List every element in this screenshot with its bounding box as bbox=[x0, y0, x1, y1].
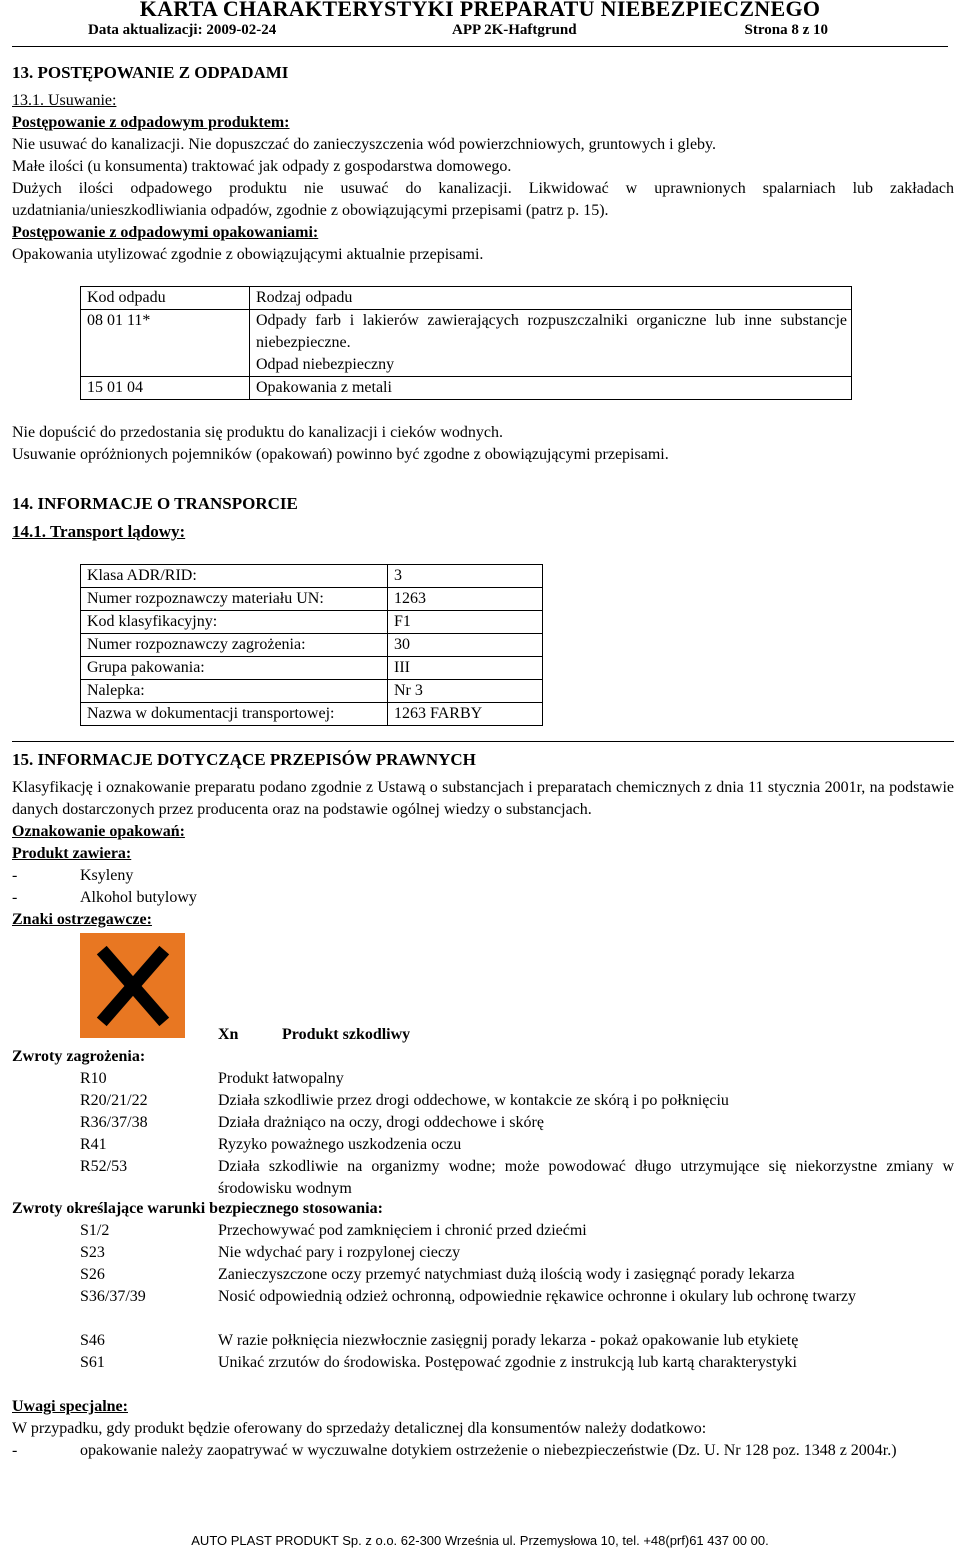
transport-table bbox=[80, 564, 543, 726]
transport-value: 30 bbox=[388, 634, 543, 657]
phrase-text: Zanieczyszczone oczy przemyć natychmiast dużą ilością wody i zasięgnąć porady lekarza bbox=[218, 1266, 795, 1283]
phrase-text: Działa drażniąco na oczy, drogi oddechowe i skórę bbox=[218, 1114, 544, 1131]
list-dash: - bbox=[12, 889, 18, 906]
waste-line-1: Nie usuwać do kanalizacji. Nie dopuszczać do zanieczyszczenia wód powierzchniowych, gruntowych i gleby. bbox=[12, 136, 717, 153]
transport-value: 1263 FARBY bbox=[388, 703, 543, 726]
phrase-code: S46 bbox=[80, 1332, 105, 1349]
phrase-code: R41 bbox=[80, 1136, 107, 1153]
section-13-title: 13. POSTĘPOWANIE Z ODPADAMI bbox=[12, 63, 289, 82]
section-divider bbox=[12, 741, 954, 742]
table-row bbox=[81, 657, 543, 680]
phrase-text: Działa szkodliwie na organizmy wodne; może powodować długo utrzymujące się niekorzystne zmiany w środowisku wodnym bbox=[218, 1158, 954, 1197]
waste-code-table bbox=[80, 286, 852, 400]
phrase-code: R10 bbox=[80, 1070, 107, 1087]
packaging-line: Opakowania utylizować zgodnie z obowiązującymi aktualnie przepisami. bbox=[12, 246, 484, 263]
waste-line-2: Małe ilości (u konsumenta) traktować jak odpady z gospodarstwa domowego. bbox=[12, 158, 512, 175]
table-row bbox=[81, 310, 852, 377]
phrase-text: Nie wdychać pary i rozpylonej cieczy bbox=[218, 1244, 461, 1261]
transport-key: Grupa pakowania: bbox=[81, 657, 388, 680]
waste-type: Opakowania z metali bbox=[250, 377, 852, 400]
waste-line-3: Dużych ilości odpadowego produktu nie usuwać do kanalizacji. Likwidować w uprawnionych spalarniach lub zakładach uzdatniania/unieszkodliwiania odpadów, zgodnie z obowiązującymi przepisami (patrz p. 15). bbox=[12, 180, 954, 219]
section-14-1-title: 14.1. Transport lądowy: bbox=[12, 522, 186, 541]
footer: AUTO PLAST PRODUKT Sp. z o.o. 62-300 Września ul. Przemysłowa 10, tel. +48(prf)61 437 00 00. bbox=[191, 1533, 769, 1548]
phrase-text: Przechowywać pod zamknięciem i chronić przed dziećmi bbox=[218, 1222, 587, 1239]
table-row bbox=[81, 588, 543, 611]
transport-key: Numer rozpoznawczy materiału UN: bbox=[81, 588, 388, 611]
section-13-1-title: 13.1. Usuwanie: bbox=[12, 92, 117, 109]
pictogram-code: Xn bbox=[218, 1026, 239, 1043]
phrase-text: W razie połknięcia niezwłocznie zasięgnij porady lekarza - pokaż opakowanie lub etykietę bbox=[218, 1332, 799, 1349]
labeling-heading: Oznakowanie opakowań: bbox=[12, 823, 185, 840]
ingredient-name: Ksyleny bbox=[80, 867, 134, 884]
note-line-2: Usuwanie opróżnionych pojemników (opakowań) powinno być zgodne z obowiązującymi przepisami. bbox=[12, 446, 669, 463]
header-divider bbox=[12, 46, 948, 47]
ingredient-name: Alkohol butylowy bbox=[80, 889, 197, 906]
harmful-pictogram bbox=[80, 933, 185, 1038]
waste-product-heading: Postępowanie z odpadowym produktem: bbox=[12, 114, 290, 131]
phrase-code: R52/53 bbox=[80, 1158, 128, 1175]
phrase-code: S61 bbox=[80, 1354, 105, 1371]
waste-code: 15 01 04 bbox=[81, 377, 250, 400]
phrase-text: Nosić odpowiednią odzież ochronną, odpowiednie rękawice ochronne i okulary lub ochronę twarzy bbox=[218, 1288, 856, 1305]
transport-value: 1263 bbox=[388, 588, 543, 611]
transport-value: 3 bbox=[388, 565, 543, 588]
s-phrases-heading: Zwroty określające warunki bezpiecznego stosowania: bbox=[12, 1200, 383, 1217]
table-row bbox=[81, 611, 543, 634]
packaging-heading: Postępowanie z odpadowymi opakowaniami: bbox=[12, 224, 319, 241]
phrase-code: S26 bbox=[80, 1266, 105, 1283]
update-date: Data aktualizacji: 2009-02-24 bbox=[88, 22, 277, 38]
phrase-code: S36/37/39 bbox=[80, 1288, 146, 1305]
r-phrases-heading: Zwroty zagrożenia: bbox=[12, 1048, 146, 1065]
list-dash: - bbox=[12, 1442, 18, 1459]
phrase-code: R36/37/38 bbox=[80, 1114, 148, 1131]
x-cross-icon bbox=[80, 933, 185, 1038]
phrase-text: Ryzyko poważnego uszkodzenia oczu bbox=[218, 1136, 462, 1153]
section-14-title: 14. INFORMACJE O TRANSPORCIE bbox=[12, 494, 298, 513]
transport-key: Nazwa w dokumentacji transportowej: bbox=[81, 703, 388, 726]
legal-intro: Klasyfikację i oznakowanie preparatu podano zgodnie z Ustawą o substancjach i preparatach chemicznych z dnia 11 stycznia 2001r, na podstawie danych dostarczonych przez producenta oraz na podstawie ogólnej wiedzy o substancjach. bbox=[12, 779, 954, 818]
contains-heading: Produkt zawiera: bbox=[12, 845, 132, 862]
transport-key: Klasa ADR/RID: bbox=[81, 565, 388, 588]
transport-value: F1 bbox=[388, 611, 543, 634]
table-row bbox=[81, 680, 543, 703]
waste-type-class: Odpad niebezpieczny bbox=[256, 356, 395, 373]
document-title: KARTA CHARAKTERYSTYKI PREPARATU NIEBEZPIECZNEGO bbox=[139, 0, 821, 21]
waste-code: 08 01 11* bbox=[81, 310, 250, 377]
list-dash: - bbox=[12, 867, 18, 884]
table-row bbox=[81, 703, 543, 726]
pictogram-label: Produkt szkodliwy bbox=[282, 1026, 411, 1043]
transport-value: III bbox=[388, 657, 543, 680]
phrase-code: S1/2 bbox=[80, 1222, 110, 1239]
phrase-text: Działa szkodliwie przez drogi oddechowe, w kontakcie ze skórą i po połknięciu bbox=[218, 1092, 729, 1109]
table-row bbox=[81, 287, 852, 310]
remarks-heading: Uwagi specjalne: bbox=[12, 1398, 128, 1415]
table-row bbox=[81, 377, 852, 400]
note-line-1: Nie dopuścić do przedostania się produktu do kanalizacji i cieków wodnych. bbox=[12, 424, 503, 441]
warning-signs-heading: Znaki ostrzegawcze: bbox=[12, 911, 152, 928]
phrase-text: Unikać zrzutów do środowiska. Postępować zgodnie z instrukcją lub kartą charakterystyki bbox=[218, 1354, 797, 1371]
transport-key: Numer rozpoznawczy zagrożenia: bbox=[81, 634, 388, 657]
phrase-code: S23 bbox=[80, 1244, 105, 1261]
remarks-item-text: opakowanie należy zaopatrywać w wyczuwalne dotykiem ostrzeżenie o niebezpieczeństwie (Dz. U. Nr 128 poz. 1348 z 2004r.) bbox=[80, 1442, 897, 1459]
transport-key: Nalepka: bbox=[81, 680, 388, 703]
table-header-code: Kod odpadu bbox=[81, 287, 250, 310]
phrase-text: Produkt łatwopalny bbox=[218, 1070, 344, 1087]
transport-value: Nr 3 bbox=[388, 680, 543, 703]
waste-type-desc: Odpady farb i lakierów zawierających rozpuszczalniki organiczne lub inne substancje niebezpieczne. bbox=[256, 312, 847, 351]
phrase-code: R20/21/22 bbox=[80, 1092, 148, 1109]
waste-type bbox=[250, 310, 852, 377]
transport-key: Kod klasyfikacyjny: bbox=[81, 611, 388, 634]
remarks-intro: W przypadku, gdy produkt będzie oferowany do sprzedaży detalicznej dla konsumentów należy dodatkowo: bbox=[12, 1420, 707, 1437]
table-header-type: Rodzaj odpadu bbox=[250, 287, 852, 310]
table-row bbox=[81, 565, 543, 588]
product-name: APP 2K-Haftgrund bbox=[452, 22, 577, 38]
table-row bbox=[81, 634, 543, 657]
page-number: Strona 8 z 10 bbox=[744, 22, 828, 38]
section-15-title: 15. INFORMACJE DOTYCZĄCE PRZEPISÓW PRAWNYCH bbox=[12, 750, 476, 769]
